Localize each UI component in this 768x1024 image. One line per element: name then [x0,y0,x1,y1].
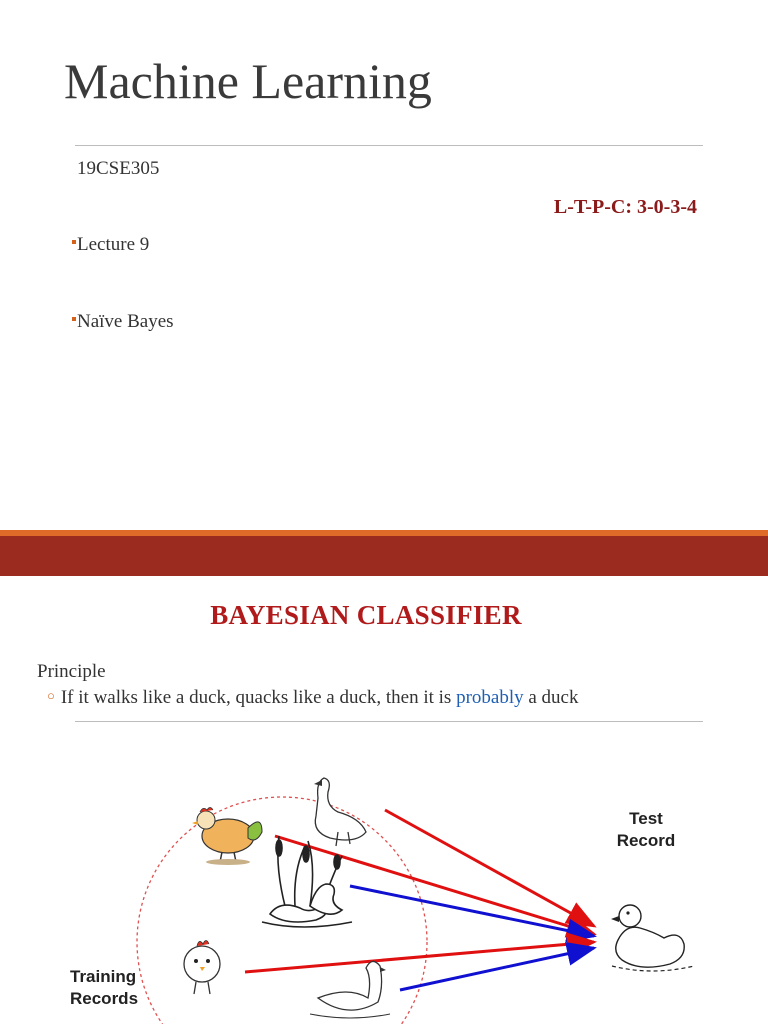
rooster-icon [192,808,262,866]
slide-title: Machine Learning [64,53,432,109]
test-record-label-line1: Test [629,809,663,828]
content-divider-line [75,721,703,722]
principle-text-after: a duck [523,687,579,708]
principle-text [47,687,579,709]
reeds-ducks-icon [262,836,352,927]
principle-text-before: If it walks like a duck, quacks like a duck, then it is [60,687,457,708]
bullet-text: Lecture 9 [77,234,150,255]
slide-title: BAYESIAN CLASSIFIER [210,600,522,630]
bullet-square-icon [72,240,76,244]
duck-classifier-diagram [0,736,768,1024]
arrow-red-2 [385,810,594,926]
training-records-label-line1: Training [70,967,137,986]
training-records-label-line2: Records [70,989,139,1008]
arrow-blue-1 [350,886,594,936]
circle-bullet-icon: ○ [47,688,55,703]
arrow-red-3 [245,942,594,972]
swan-icon [310,961,390,1018]
course-code: 19CSE305 [77,158,160,179]
arrow-blue-2 [400,948,594,990]
bullet-item [72,234,149,256]
test-record-label-line2: Record [616,831,676,850]
slide-divider-band [0,536,768,576]
test-duck-icon [611,905,694,971]
goose-icon [314,778,366,846]
bayesian-classifier-slide [0,576,768,1024]
bullet-square-icon [72,317,76,321]
ltpc-credits: L-T-P-C: 3-0-3-4 [553,196,697,218]
bullet-item [72,311,174,333]
principle-label: Principle [37,661,106,682]
chick-icon [184,941,220,995]
principle-highlight: probably [456,687,524,708]
bullet-text: Naïve Bayes [77,311,174,332]
title-divider-line [75,145,703,146]
